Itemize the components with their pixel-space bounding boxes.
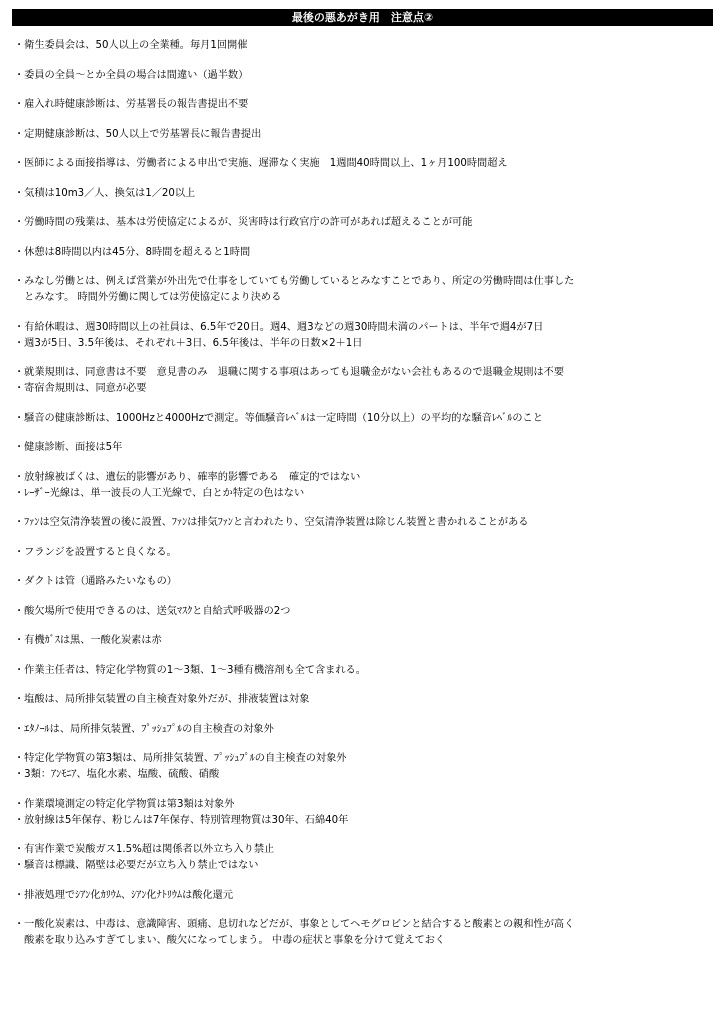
note-line: ・塩酸は、局所排気装置の自主検査対象外だが、排液装置は対象: [14, 694, 310, 705]
note-line: ・衛生委員会は、50人以上の全業種。毎月1回開催: [14, 40, 248, 51]
note-line: ・酸欠場所で使用できるのは、送気ﾏｽｸと自給式呼吸器の2つ: [14, 605, 291, 617]
note-line: ・休憩は8時間以内は45分、8時間を超えると1時間: [14, 246, 251, 258]
note-group: [14, 320, 714, 352]
note-line: ・労働時間の残業は、基本は労使協定によるが、災害時は行政官庁の許可があれば超えることが可能: [14, 217, 473, 228]
note-line: ・ダクトは管（通路みたいなもの）: [14, 576, 177, 587]
note-group: [14, 411, 714, 427]
note-group: [14, 97, 714, 113]
note-group: [14, 917, 714, 949]
note-group: [14, 156, 714, 172]
note-line: ・医師による面接指導は、労働者による申出で実施、遅滞なく実施 1週間40時間以上、1ヶ月100時間超え: [14, 158, 508, 169]
note-group: [14, 470, 714, 502]
note-line: ・一酸化炭素は、中毒は、意識障害、頭痛、息切れなどだが、事象としてヘモグロビンと結合すると酸素との親和性が高く: [14, 919, 575, 930]
note-line: ・有機ｶﾞｽは黒、一酸化炭素は赤: [14, 635, 162, 646]
note-group: [14, 545, 714, 561]
note-group: [14, 68, 714, 84]
note-line: ・作業環境測定の特定化学物質は第3類は対象外: [14, 798, 235, 810]
note-line: ・有給休暇は、週30時間以上の社員は、6.5年で20日。週4、週3などの週30時間未満のパートは、半年で週4が7日: [14, 321, 544, 333]
note-line: ・放射線被ばくは、遺伝的影響があり、確率的影響である 確定的ではない: [14, 471, 361, 483]
note-line: ・雇入れ時健康診断は、労基署長の報告書提出不要: [14, 99, 249, 110]
note-line: ・ｴﾀﾉｰﾙは、局所排気装置、ﾌﾟｯｼｭﾌﾟﾙの自主検査の対象外: [14, 723, 274, 735]
note-line: ・定期健康診断は、50人以上で労基署長に報告書提出: [14, 128, 262, 140]
note-line: ・放射線は5年保存、粉じんは7年保存、特別管理物質は30年、石綿40年: [14, 814, 349, 826]
note-group: [14, 751, 714, 783]
note-line: ・有害作業で炭酸ガス1.5%超は関係者以外立ち入り禁止: [14, 844, 275, 855]
note-group: [14, 127, 714, 143]
note-group: [14, 604, 714, 620]
note-line: ・健康診断、面接は5年: [14, 442, 123, 453]
note-line: ・ﾚｰｻﾞｰ光線は、単一波長の人工光線で、白とか特定の色はない: [14, 487, 305, 499]
note-group: [14, 186, 714, 202]
note-line: ・騒音は標識、隔壁は必要だが立ち入り禁止ではない: [14, 860, 259, 871]
note-line: ・特定化学物質の第3類は、局所排気装置、ﾌﾟｯｼｭﾌﾟﾙの自主検査の対象外: [14, 753, 347, 764]
page-title: 最後の悪あがき用 注意点②: [12, 9, 713, 26]
note-group: [14, 215, 714, 231]
note-line: ・寄宿舎規則は、同意が必要: [14, 383, 147, 394]
note-group: [14, 38, 714, 54]
note-line: ・騒音の健康診断は、1000Hzと4000Hzで測定。等価騒音ﾚﾍﾞﾙは一定時間（10分以上）の平均的な騒音ﾚﾍﾞﾙのこと: [14, 412, 543, 424]
note-line: ・3類：ｱﾝﾓﾆｱ、塩化水素、塩酸、硫酸、硝酸: [14, 769, 220, 780]
note-group: [14, 663, 714, 679]
note-group: [14, 574, 714, 590]
note-group: [14, 797, 714, 829]
note-group: [14, 365, 714, 397]
note-line: ・ﾌｧﾝは空気清浄装置の後に設置、ﾌｧﾝは排気ﾌｧﾝと言われたり、空気清浄装置は除じん装置と書かれることがある: [14, 517, 529, 528]
note-group: [14, 633, 714, 649]
note-group: [14, 842, 714, 874]
note-group: [14, 440, 714, 456]
note-line: ・週3が5日、3.5年後は、それぞれ＋3日、6.5年後は、半年の日数×2＋1日: [14, 337, 363, 349]
note-group: [14, 722, 714, 738]
note-group: [14, 692, 714, 708]
note-line: 酸素を取り込みすぎてしまい、酸欠になってしまう。 中毒の症状と事象を分けて覚えておく: [14, 935, 446, 946]
note-group: [14, 888, 714, 904]
note-line: とみなす。 時間外労働に関しては労使協定により決める: [14, 292, 282, 303]
note-line: ・委員の全員～とか全員の場合は間違い（過半数）: [14, 69, 249, 81]
note-line: ・排液処理でｼｱﾝ化ｶﾘｳﾑ、ｼｱﾝ化ﾅﾄﾘｳﾑは酸化還元: [14, 889, 234, 901]
note-line: ・気積は10m3／人、換気は1／20以上: [14, 187, 196, 199]
note-group: [14, 245, 714, 261]
note-line: ・就業規則は、同意書は不要 意見書のみ 退職に関する事項はあっても退職金がない会社もあるので退職金規則は不要: [14, 367, 565, 378]
notes-list: [14, 38, 714, 963]
note-group: [14, 274, 714, 306]
note-line: ・作業主任者は、特定化学物質の1～3類、1～3種有機溶剤も全て含まれる。: [14, 664, 366, 676]
note-group: [14, 515, 714, 531]
note-line: ・みなし労働とは、例えば営業が外出先で仕事をしていても労働しているとみなすことであり、所定の労働時間は仕事した: [14, 276, 575, 287]
note-line: ・フランジを設置すると良くなる。: [14, 546, 177, 558]
